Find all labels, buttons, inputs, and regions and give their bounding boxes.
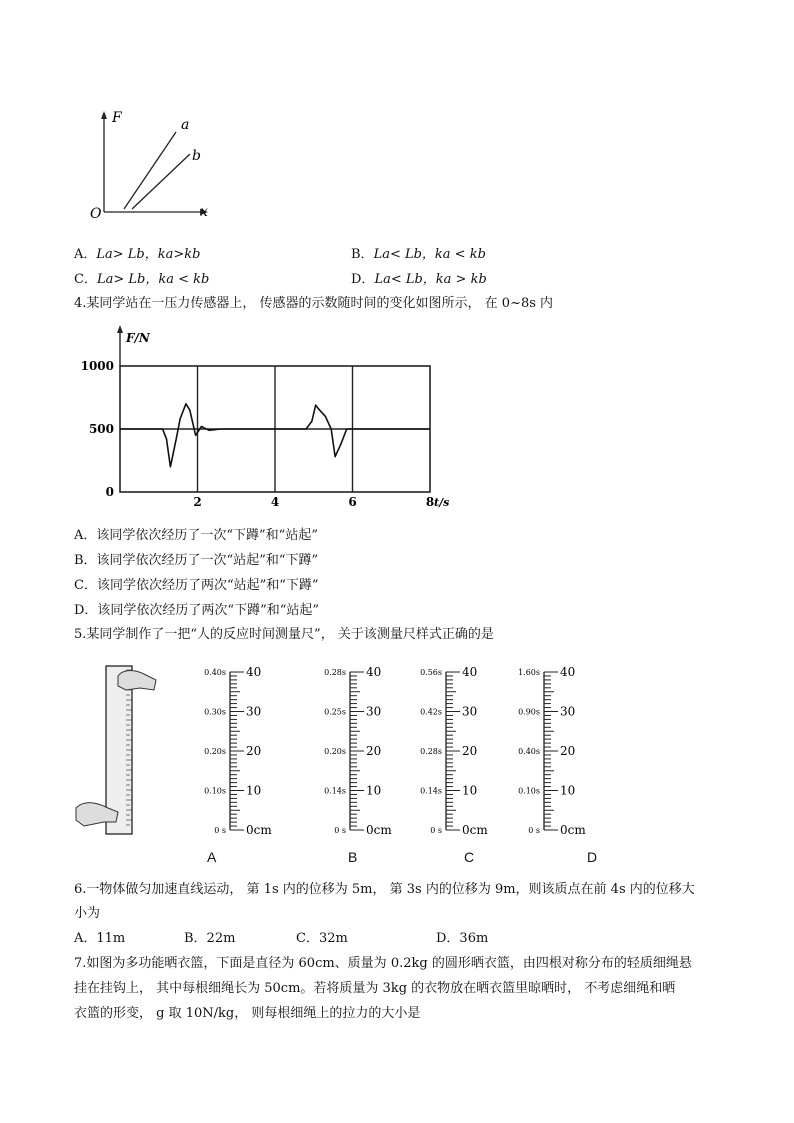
q4-option-a: A．该同学依次经历了一次“下蹲”和“站起” [74,528,318,543]
time-label: 0.10s [204,786,226,796]
ruler-letter-a: A [207,849,217,865]
time-label: 0 s [214,826,226,835]
q6-option-b: B．22m [184,931,236,946]
ruler-letter-d: D [587,849,598,865]
x-tick-label: 6 [348,495,357,509]
q5-stem: 5.某同学制作了一把“人的反应时间测量尺”， 关于该测量尺样式正确的是 [74,627,494,642]
force-time-chart [74,322,454,512]
axis-label-f: F [112,110,122,126]
axis-label-x: x [200,204,208,220]
cm-label: 20 [246,744,262,758]
cm-label: 0cm [366,823,392,837]
time-label: 0.42s [420,707,442,717]
q6-option-d: D．36m [436,931,489,946]
ruler-hand-illustration [74,658,164,838]
q4-option-c: C．该同学依次经历了两次“站起”和“下蹲” [74,578,319,593]
q4-stem: 4.某同学站在一压力传感器上， 传感器的示数随时间的变化如图所示， 在 0~8s 内 [74,296,554,311]
cm-label: 0cm [560,823,586,837]
y-axis-label: F/N [126,331,150,345]
x-axis-label: t/s [434,496,450,509]
cm-label: 20 [366,744,382,758]
cm-label: 20 [560,744,576,758]
time-label: 0.56s [420,668,442,677]
time-label: 1.60s [518,668,540,677]
q3-option-a-text: La> Lb，ka>kb [96,247,201,262]
reaction-rulers [190,660,610,840]
q6-stem-line2: 小为 [74,906,101,921]
time-label: 0 s [430,826,442,835]
time-label: 0.90s [518,707,540,717]
time-label: 0.40s [204,668,226,677]
origin-label: O [90,206,102,222]
time-label: 0.28s [420,747,442,756]
ruler-letter-b: B [348,849,358,865]
time-label: 0.20s [204,747,226,756]
spring-force-figure [84,108,224,223]
cm-label: 10 [366,783,382,798]
q3-option-b-text: La< Lb，ka < kb [373,247,486,262]
q3-option-c: C．La> Lb，ka < kb [74,272,210,287]
cm-label: 10 [246,783,262,798]
q7-line2: 挂在挂钩上， 其中每根细绳长为 50cm。若将质量为 3kg 的衣物放在晒衣篮里晾晒时， 不考虑细绳和晒 [74,981,676,996]
time-label: 0.14s [324,786,346,796]
q4-option-b: B．该同学依次经历了一次“站起”和“下蹲” [74,553,319,568]
line-label-a: a [181,117,190,133]
time-label: 0.40s [518,747,540,756]
cm-label: 30 [560,704,576,719]
q7-line3: 衣篮的形变， g 取 10N/kg， 则每根细绳上的拉力的大小是 [74,1006,421,1021]
q3-option-d-text: La< Lb，ka > kb [374,272,487,287]
x-tick-label: 4 [270,495,280,509]
q3-option-b: B．La< Lb，ka < kb [351,247,486,262]
time-label: 0.25s [324,707,346,717]
q3-option-d: D．La< Lb，ka > kb [351,272,487,287]
cm-label: 0cm [462,823,488,837]
y-axis-arrow [117,325,123,333]
time-label: 0.30s [204,707,226,717]
q6-option-a: A．11m [74,931,126,946]
cm-label: 20 [462,744,478,758]
y-tick-label: 0 [105,485,114,499]
q4-option-d: D．该同学依次经历了两次“下蹲”和“站起” [74,603,320,618]
time-label: 0.10s [518,786,540,796]
q6-option-c: C．32m [296,931,348,946]
cm-label: 40 [366,665,382,679]
cm-label: 10 [560,783,576,798]
q3-option-c-text: La> Lb，ka < kb [96,272,210,287]
x-tick-label: 2 [193,495,202,509]
time-label: 0.20s [324,747,346,756]
cm-label: 40 [462,665,478,679]
cm-label: 30 [246,704,262,719]
time-label: 0 s [334,826,346,835]
line-label-b: b [192,148,201,164]
cm-label: 30 [462,704,478,719]
ruler-letter-c: C [464,849,475,865]
x-tick-label: 8 [425,495,435,509]
time-label: 0.14s [420,786,442,796]
time-label: 0 s [528,826,540,835]
cm-label: 0cm [246,823,272,837]
q7-line1: 7.如图为多功能晒衣篮，下面是直径为 60cm、质量为 0.2kg 的圆形晒衣篮，由四根对称分布的轻质细绳悬 [74,956,692,971]
q6-stem-line1: 6.一物体做匀加速直线运动， 第 1s 内的位移为 5m， 第 3s 内的位移为 9m，则该质点在前 4s 内的位移大 [74,882,695,897]
q3-option-a: A．La> Lb，ka>kb [74,247,201,262]
time-label: 0.28s [324,668,346,677]
cm-label: 30 [366,704,382,719]
cm-label: 40 [560,665,576,679]
y-tick-label: 500 [88,422,114,436]
cm-label: 40 [246,665,262,679]
cm-label: 10 [462,783,478,798]
y-tick-label: 1000 [80,359,114,373]
